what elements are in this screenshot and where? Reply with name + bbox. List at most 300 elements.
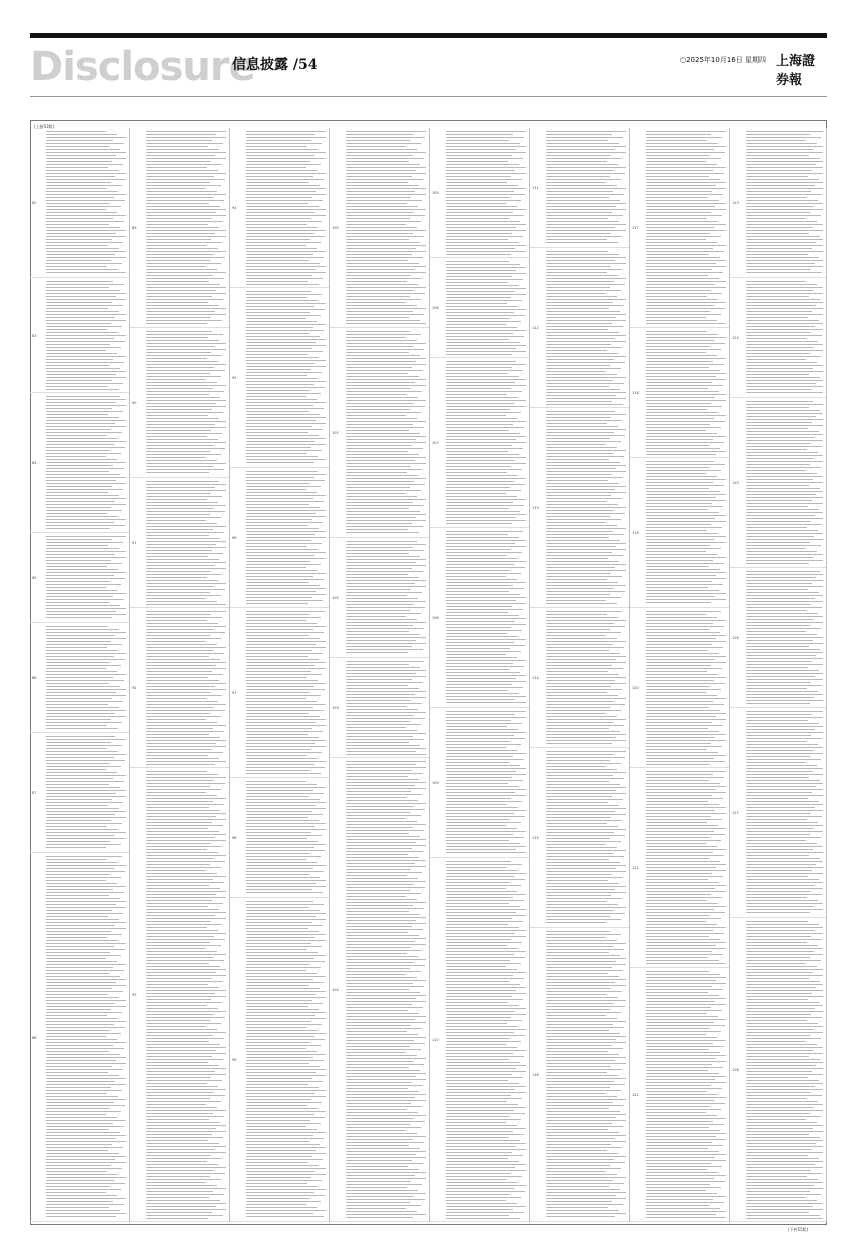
text-line [146,352,211,353]
text-line [646,722,712,723]
text-line [546,1057,626,1058]
text-line [146,556,208,557]
text-line [346,278,422,279]
row-number: 101 [332,431,339,435]
text-line [46,1117,117,1118]
text-line [346,643,426,644]
text-line [646,641,726,642]
text-line [346,320,420,321]
text-line [746,852,823,853]
text-line [346,902,426,903]
text-line [246,1084,308,1085]
text-line [346,842,416,843]
text-line [146,209,226,210]
text-line [246,588,326,589]
text-line [646,798,723,799]
text-line [146,403,216,404]
text-line [146,586,214,587]
text-line [146,677,208,678]
text-line [346,182,408,183]
text-line [346,724,421,725]
text-line [446,206,517,207]
text-line [746,434,823,435]
text-line [346,346,413,347]
text-line [646,1208,720,1209]
text-line [746,344,823,345]
text-line [246,303,326,304]
text-line [146,867,221,868]
text-line [746,1119,806,1120]
text-line [146,445,214,446]
text-line [46,931,111,932]
text-line [246,203,308,204]
text-line [246,946,322,947]
text-line [346,580,426,581]
text-line [746,637,823,638]
text-line [346,947,411,948]
text-line [446,376,519,377]
text-line [446,660,526,661]
text-line [446,795,526,796]
text-line [346,245,426,246]
text-line [346,194,426,195]
text-line [246,263,320,264]
text-line [46,940,118,941]
text-line [246,390,310,391]
text-line [346,1082,412,1083]
text-line [146,361,218,362]
text-line [246,185,320,186]
text-line [346,134,414,135]
text-line [646,524,711,525]
text-line [346,613,421,614]
text-line [446,630,522,631]
text-line [446,696,526,697]
text-line [546,955,620,956]
text-line [246,793,324,794]
table-row [230,128,329,288]
text-line [646,689,721,690]
text-line [146,185,221,186]
text-line [146,1215,223,1216]
text-line [346,754,426,755]
row-number: 126 [732,636,739,640]
text-line [246,1114,314,1115]
text-line [446,891,517,892]
text-line [446,840,509,841]
text-line [346,475,418,476]
text-line [346,893,421,894]
row-number: 104 [332,988,339,992]
text-line [546,314,626,315]
text-line [646,623,713,624]
text-line [646,647,723,648]
text-line [446,288,526,289]
text-line [646,629,709,630]
text-line [46,865,126,866]
text-line [146,921,211,922]
text-line [246,844,326,845]
text-line [646,451,726,452]
text-line [46,760,125,761]
text-line [246,294,322,295]
text-line [46,557,126,558]
text-line [46,877,121,878]
text-line [646,894,711,895]
text-line [746,813,811,814]
text-line [446,828,517,829]
text-line [446,981,509,982]
text-line [146,155,215,156]
text-line [746,188,823,189]
text-line [546,623,614,624]
text-line [246,743,315,744]
text-line [646,1217,726,1218]
text-line [546,892,626,893]
text-line [46,653,126,654]
text-line [346,1055,417,1056]
text-line [746,494,816,495]
text-line [746,729,815,730]
text-line [546,790,616,791]
text-line [646,497,716,498]
text-line [446,484,525,485]
text-line [546,347,622,348]
text-line [146,1179,221,1180]
text-line [146,728,213,729]
text-line [246,483,310,484]
text-line [346,442,426,443]
text-line [546,689,622,690]
text-line [246,719,326,720]
text-line [346,1046,410,1047]
text-line [746,927,823,928]
text-line [46,498,126,499]
text-line [446,807,518,808]
text-line [146,719,206,720]
text-line [546,877,623,878]
text-line [246,447,311,448]
text-line [146,514,210,515]
text-line [246,1102,322,1103]
newspaper-logo: 上海證券報 [776,54,816,88]
text-line [446,1068,516,1069]
text-line [246,653,323,654]
text-line [46,522,114,523]
text-line [746,658,823,659]
text-line [646,337,726,338]
text-line [246,275,312,276]
text-line [46,1039,117,1040]
text-line [546,131,626,132]
text-line [46,674,126,675]
row-number: 118 [632,391,639,395]
text-line [46,719,111,720]
text-line [446,567,525,568]
text-line [46,1144,112,1145]
text-line [146,701,218,702]
text-line [646,1127,709,1128]
text-line [246,805,316,806]
text-line [646,1067,723,1068]
row-number: 92 [132,686,137,690]
text-line [646,728,708,729]
text-line [346,466,411,467]
text-line [646,846,717,847]
text-line [446,645,525,646]
text-line [746,1194,821,1195]
text-line [346,1100,426,1101]
text-line [546,191,613,192]
text-line [246,731,323,732]
text-line [146,343,226,344]
text-line [746,1083,823,1084]
text-line [446,1104,518,1105]
text-line [246,617,321,618]
text-line [346,682,423,683]
text-line [546,853,613,854]
text-line [546,510,614,511]
text-line [246,342,316,343]
text-line [346,334,421,335]
text-line [446,312,514,313]
text-line [546,1030,609,1031]
text-line [546,558,608,559]
text-line [746,257,819,258]
text-line [246,1018,326,1019]
text-line [546,1060,615,1061]
text-line [346,1151,426,1152]
text-line [246,1075,326,1076]
text-line [246,260,309,261]
text-line [546,617,618,618]
text-line [46,680,124,681]
text-line [646,1025,725,1026]
text-line [746,260,823,261]
text-line [346,1076,416,1077]
text-line [46,913,123,914]
text-line [46,716,126,717]
text-line [446,224,526,225]
text-line [146,912,226,913]
text-line [146,565,215,566]
text-line [146,993,215,994]
text-line [146,562,226,563]
text-line [546,1207,608,1208]
text-line [46,149,120,150]
text-line [746,682,811,683]
text-line [546,620,626,621]
text-line [146,761,226,762]
text-line [446,576,506,577]
text-line [346,556,420,557]
text-line [246,266,326,267]
text-line [446,675,526,676]
text-line [746,700,823,701]
text-line [146,487,215,488]
text-line [546,988,611,989]
text-line [646,406,722,407]
text-line [746,1200,817,1201]
text-line [746,242,816,243]
text-line [146,644,217,645]
text-line [746,1059,820,1060]
text-line [146,176,214,177]
text-line [146,807,209,808]
text-line [746,221,817,222]
text-line [546,1192,626,1193]
text-line [346,185,419,186]
text-line [246,749,311,750]
text-line [646,1211,726,1212]
text-line [646,986,712,987]
text-line [146,245,207,246]
text-line [546,952,609,953]
text-line [246,1213,313,1214]
text-line [746,1203,823,1204]
text-line [146,656,209,657]
text-line [446,564,514,565]
text-line [546,239,607,240]
text-line [446,849,516,850]
text-line [246,943,311,944]
text-line [146,749,212,750]
text-line [746,287,823,288]
text-line [746,1191,810,1192]
text-line [446,822,521,823]
text-line [446,499,526,500]
text-line [146,275,213,276]
text-line [746,467,821,468]
text-line [646,269,712,270]
text-line [746,723,819,724]
text-line [546,597,621,598]
text-line [546,414,626,415]
text-line [446,294,526,295]
text-line [46,596,113,597]
text-line [646,575,716,576]
text-line [146,1197,209,1198]
text-line [746,963,806,964]
text-line [546,775,613,776]
text-line [346,553,409,554]
text-line [646,388,708,389]
text-line [346,1088,408,1089]
table-row [630,328,729,458]
text-line [146,550,212,551]
text-line [146,930,218,931]
text-line [546,242,618,243]
row-number: 122 [632,1093,639,1097]
text-line [46,1162,126,1163]
text-line [446,403,514,404]
text-line [546,438,610,439]
text-line [46,465,113,466]
text-line [546,844,606,845]
text-line [146,254,214,255]
row-number: 87 [32,791,37,795]
text-line [146,786,210,787]
text-line [646,992,708,993]
text-line [246,641,326,642]
text-line [446,1035,525,1036]
text-line [346,977,417,978]
text-line [146,409,212,410]
text-line [746,691,818,692]
text-line [446,285,519,286]
text-line [646,352,706,353]
text-line [246,832,311,833]
text-line [246,623,317,624]
text-line [146,230,226,231]
text-line [446,131,526,132]
text-line [546,772,626,773]
text-line [346,505,424,506]
text-line [246,1096,326,1097]
text-line [246,173,326,174]
text-line [646,713,726,714]
text-line [46,1135,126,1136]
text-line [346,703,422,704]
text-line [46,492,108,493]
text-line [746,819,807,820]
header-divider [30,96,827,97]
text-line [546,576,622,577]
text-line [246,291,311,292]
text-line [746,981,820,982]
text-line [246,1045,321,1046]
text-line [46,997,119,998]
text-line [46,459,117,460]
text-line [446,783,508,784]
top-rule [30,33,827,38]
text-line [546,513,625,514]
text-line [46,608,126,609]
text-line [346,739,424,740]
text-line [246,1192,314,1193]
text-line [246,1063,309,1064]
text-line [746,500,812,501]
text-line [746,488,820,489]
row-number: 117 [632,226,639,230]
row-number: 100 [332,226,339,230]
text-line [346,281,407,282]
text-line [546,155,611,156]
text-line [346,161,409,162]
text-line [646,596,715,597]
text-line [446,774,526,775]
text-line [446,681,526,682]
text-line [46,353,117,354]
text-line [446,170,515,171]
text-line [646,170,713,171]
text-line [246,1009,319,1010]
text-line [746,248,812,249]
text-line [246,158,325,159]
text-line [746,437,815,438]
text-line [546,200,620,201]
text-line [446,786,519,787]
text-line [346,502,413,503]
text-line [46,605,120,606]
text-line [546,901,607,902]
text-line [746,1104,823,1105]
text-line [246,1120,310,1121]
text-line [446,188,526,189]
text-line [646,1082,726,1083]
text-line [46,1150,108,1151]
text-line [246,1150,316,1151]
